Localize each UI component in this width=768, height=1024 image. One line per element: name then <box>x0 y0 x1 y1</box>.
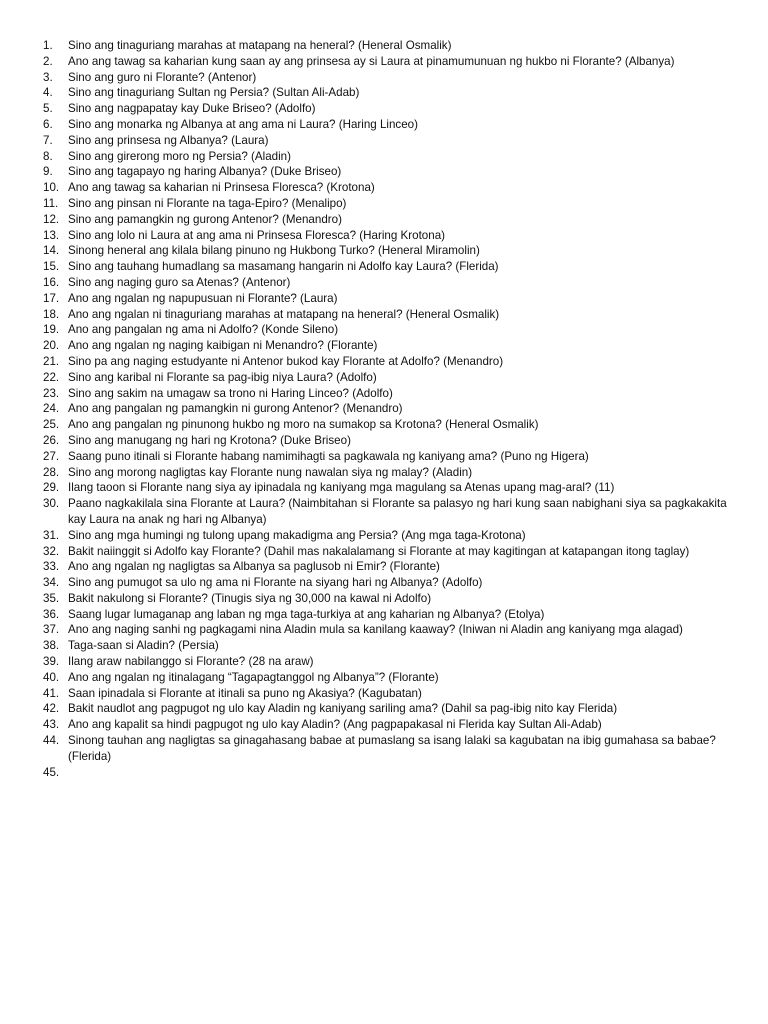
list-item <box>43 275 733 291</box>
item-number: 28. <box>43 465 60 479</box>
item-number: 4. <box>43 86 53 100</box>
item-number: 37. <box>43 623 60 637</box>
list-item <box>43 307 733 323</box>
list-item <box>43 38 733 54</box>
item-text: Sino ang monarka ng Albanya at ang ama ni Laura? (Haring Linceo) <box>68 117 418 131</box>
item-text: Sino ang manugang ng hari ng Krotona? (Duke Briseo) <box>68 433 351 447</box>
item-text: Bakit nakulong si Florante? (Tinugis siya ng 30,000 na kawal ni Adolfo) <box>68 591 432 605</box>
item-text: Bakit naiinggit si Adolfo kay Florante? (Dahil mas nakalalamang si Florante at may kagitingan at katapangan itong taglay) <box>68 544 690 558</box>
item-number: 44. <box>43 734 60 748</box>
list-item <box>43 386 733 402</box>
item-text: Sino ang pinsan ni Florante na taga-Epiro? (Menalipo) <box>68 196 347 210</box>
list-item <box>43 449 733 465</box>
item-number: 42. <box>43 702 60 716</box>
list-item <box>43 717 733 733</box>
item-number: 1. <box>43 39 53 52</box>
list-item <box>43 765 733 781</box>
list-item <box>43 228 733 244</box>
list-item <box>43 465 733 481</box>
item-text: Sino ang nagpapatay kay Duke Briseo? (Adolfo) <box>68 102 316 116</box>
item-number: 36. <box>43 607 60 621</box>
item-text: Sino pa ang naging estudyante ni Antenor bukod kay Florante at Adolfo? (Menandro) <box>68 354 504 368</box>
item-number: 27. <box>43 449 60 463</box>
list-item <box>43 85 733 101</box>
item-number: 12. <box>43 212 60 226</box>
list-item <box>43 164 733 180</box>
item-text: Sino ang pamangkin ng gurong Antenor? (Menandro) <box>68 212 342 226</box>
item-number: 45. <box>43 765 60 779</box>
item-text: Sinong heneral ang kilala bilang pinuno ng Hukbong Turko? (Heneral Miramolin) <box>68 244 480 258</box>
list-item <box>43 528 733 544</box>
item-number: 23. <box>43 386 60 400</box>
item-text: Ilang taoon si Florante nang siya ay ipinadala ng kaniyang mga magulang sa Atenas upang mag-aral? (11) <box>68 481 615 495</box>
list-item <box>43 133 733 149</box>
item-text: Sino ang prinsesa ng Albanya? (Laura) <box>68 133 269 147</box>
list-item <box>43 370 733 386</box>
list-item <box>43 54 733 70</box>
item-text: Sino ang naging guro sa Atenas? (Antenor) <box>68 275 291 289</box>
list-item <box>43 212 733 228</box>
item-number: 41. <box>43 686 60 700</box>
item-number: 5. <box>43 102 53 116</box>
list-item <box>43 654 733 670</box>
item-number: 31. <box>43 528 60 542</box>
item-text: Sino ang mga humingi ng tulong upang makadigma ang Persia? (Ang mga taga-Krotona) <box>68 528 526 542</box>
item-number: 34. <box>43 576 60 590</box>
item-number: 15. <box>43 260 60 274</box>
item-number: 26. <box>43 433 60 447</box>
item-text: Ano ang ngalan ng napupusuan ni Florante? (Laura) <box>68 291 338 305</box>
list-item <box>43 417 733 433</box>
item-text: Sino ang karibal ni Florante sa pag-ibig niya Laura? (Adolfo) <box>68 370 377 384</box>
item-number: 2. <box>43 54 53 68</box>
item-text: Sino ang tinaguriang Sultan ng Persia? (Sultan Ali-Adab) <box>68 86 360 100</box>
item-text: Ano ang ngalan ng naging kaibigan ni Menandro? (Florante) <box>68 339 378 353</box>
list-item <box>43 180 733 196</box>
item-text: Ano ang ngalan ng itinalagang “Tagapagtanggol ng Albanya”? (Florante) <box>68 670 439 684</box>
item-number: 21. <box>43 354 60 368</box>
item-number: 7. <box>43 133 53 147</box>
list-item <box>43 496 733 528</box>
item-number: 40. <box>43 670 60 684</box>
list-item <box>43 559 733 575</box>
item-number: 17. <box>43 291 60 305</box>
list-item <box>43 322 733 338</box>
list-item <box>43 291 733 307</box>
list-item <box>43 117 733 133</box>
item-number: 39. <box>43 655 60 669</box>
item-number: 10. <box>43 181 60 195</box>
item-number: 38. <box>43 639 60 653</box>
item-text: Sino ang tauhang humadlang sa masamang hangarin ni Adolfo kay Laura? (Flerida) <box>68 260 499 274</box>
item-number: 35. <box>43 591 60 605</box>
item-number: 24. <box>43 402 60 416</box>
item-text: Ano ang naging sanhi ng pagkagami nina Aladin mula sa kanilang kaaway? (Iniwan ni Aladin ang kaniyang mga alagad) <box>68 623 683 637</box>
list-item <box>43 686 733 702</box>
item-text: Ano ang tawag sa kaharian kung saan ay ang prinsesa ay si Laura at pinamumunuan ng hukbo ni Florante? (Albanya) <box>68 54 675 68</box>
list-item <box>43 338 733 354</box>
list-item <box>43 607 733 623</box>
list-item <box>43 544 733 560</box>
item-text: Ano ang tawag sa kaharian ni Prinsesa Floresca? (Krotona) <box>68 181 375 195</box>
item-text: Ano ang pangalan ng ama ni Adolfo? (Konde Sileno) <box>68 323 339 337</box>
item-number: 18. <box>43 307 60 321</box>
list-item <box>43 259 733 275</box>
item-number: 43. <box>43 718 60 732</box>
list-item <box>43 622 733 638</box>
item-number: 25. <box>43 418 60 432</box>
list-item <box>43 101 733 117</box>
item-text: Saan ipinadala si Florante at itinali sa puno ng Akasiya? (Kagubatan) <box>68 686 422 700</box>
item-text: Bakit naudlot ang pagpugot ng ulo kay Aladin ng kaniyang sariling ama? (Dahil sa pag-ibig nito kay Flerida) <box>68 702 618 716</box>
list-item <box>43 733 733 765</box>
item-number: 19. <box>43 323 60 337</box>
item-text: Taga-saan si Aladin? (Persia) <box>68 639 219 653</box>
item-text: Ano ang ngalan ni tinaguriang marahas at matapang na heneral? (Heneral Osmalik) <box>68 307 500 321</box>
item-number: 3. <box>43 70 53 84</box>
item-number: 16. <box>43 275 60 289</box>
item-text: Sino ang sakim na umagaw sa trono ni Haring Linceo? (Adolfo) <box>68 386 393 400</box>
item-text: Ano ang ngalan ng nagligtas sa Albanya sa paglusob ni Emir? (Florante) <box>68 560 440 574</box>
list-item <box>43 149 733 165</box>
list-item <box>43 575 733 591</box>
list-item <box>43 196 733 212</box>
item-text: Sino ang pumugot sa ulo ng ama ni Florante na siyang hari ng Albanya? (Adolfo) <box>68 576 483 590</box>
item-text: Paano nagkakilala sina Florante at Laura? (Naimbitahan si Florante sa palasyo ng hari kung saan nabighani siya sa pagkakakita kay Laura na anak ng hari ng Albanya) <box>68 497 727 526</box>
item-number: 13. <box>43 228 60 242</box>
question-list <box>43 38 733 780</box>
list-item <box>43 354 733 370</box>
item-text: Sino ang guro ni Florante? (Antenor) <box>68 70 257 84</box>
list-item <box>43 433 733 449</box>
item-number: 20. <box>43 339 60 353</box>
item-number: 9. <box>43 165 53 179</box>
item-number: 6. <box>43 117 53 131</box>
item-text: Ano ang kapalit sa hindi pagpugot ng ulo kay Aladin? (Ang pagpapakasal ni Flerida kay Sultan Ali-Adab) <box>68 718 602 732</box>
list-item <box>43 701 733 717</box>
item-text: Sino ang tinaguriang marahas at matapang na heneral? (Heneral Osmalik) <box>68 39 452 52</box>
list-item <box>43 638 733 654</box>
item-text: Saang puno itinali si Florante habang namimihagti sa pagkawala ng kaniyang ama? (Puno ng Higera) <box>68 449 589 463</box>
item-text: Ano ang pangalan ng pamangkin ni gurong Antenor? (Menandro) <box>68 402 403 416</box>
item-text: Ilang araw nabilanggo si Florante? (28 na araw) <box>68 655 314 669</box>
list-item <box>43 243 733 259</box>
item-number: 30. <box>43 497 60 511</box>
list-item <box>43 670 733 686</box>
item-number: 22. <box>43 370 60 384</box>
item-number: 11. <box>43 196 59 210</box>
item-text: Sino ang girerong moro ng Persia? (Aladin) <box>68 149 291 163</box>
item-text: Sinong tauhan ang nagligtas sa ginagahasang babae at pumaslang sa isang lalaki sa kagubatan na ibig gumahasa sa babae? (Flerida) <box>68 734 716 763</box>
list-item <box>43 591 733 607</box>
item-text: Sino ang morong nagligtas kay Florante nung nawalan siya ng malay? (Aladin) <box>68 465 473 479</box>
item-text: Saang lugar lumaganap ang laban ng mga taga-turkiya at ang kaharian ng Albanya? (Etolya) <box>68 607 545 621</box>
item-number: 8. <box>43 149 53 163</box>
item-text: Sino ang tagapayo ng haring Albanya? (Duke Briseo) <box>68 165 342 179</box>
list-item <box>43 480 733 496</box>
list-item <box>43 401 733 417</box>
item-text: Ano ang pangalan ng pinunong hukbo ng moro na sumakop sa Krotona? (Heneral Osmalik) <box>68 418 539 432</box>
item-number: 14. <box>43 244 60 258</box>
item-number: 33. <box>43 560 60 574</box>
item-text: Sino ang lolo ni Laura at ang ama ni Prinsesa Floresca? (Haring Krotona) <box>68 228 446 242</box>
item-number: 32. <box>43 544 60 558</box>
list-item <box>43 70 733 86</box>
item-number: 29. <box>43 481 60 495</box>
